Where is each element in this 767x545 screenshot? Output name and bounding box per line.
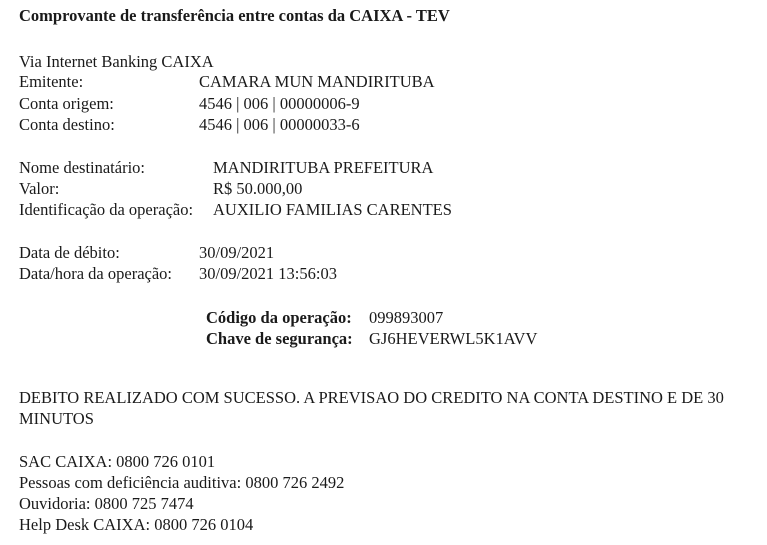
data-hora-value: 30/09/2021 13:56:03 [199,264,337,283]
success-message: DEBITO REALIZADO COM SUCESSO. A PREVISAO DO CREDITO NA CONTA DESTINO E DE 30 MINUTOS [19,388,724,428]
chave-label: Chave de segurança: [206,329,353,348]
channel-text: Via Internet Banking CAIXA [19,52,214,71]
conta-origem-value: 4546 | 006 | 00000006-9 [199,94,360,113]
data-debito-value: 30/09/2021 [199,243,275,262]
codigo-label: Código da operação: [206,308,352,327]
chave-value: GJ6HEVERWL5K1AVV [369,329,538,348]
document-title: Comprovante de transferência entre contas da CAIXA - TEV [19,6,450,25]
emitente-value: CAMARA MUN MANDIRITUBA [199,72,435,91]
contact-sac: SAC CAIXA: 0800 726 0101 [19,452,216,471]
data-debito-label: Data de débito: [19,243,120,262]
emitente-label: Emitente: [19,72,84,91]
nome-destinatario-value: MANDIRITUBA PREFEITURA [213,158,434,177]
valor-label: Valor: [19,179,60,198]
conta-destino-label: Conta destino: [19,115,115,134]
contact-ouvidoria: Ouvidoria: 0800 725 7474 [19,494,194,513]
codigo-value: 099893007 [369,308,444,327]
contact-help-desk: Help Desk CAIXA: 0800 726 0104 [19,515,254,534]
valor-value: R$ 50.000,00 [213,179,303,198]
nome-destinatario-label: Nome destinatário: [19,158,146,177]
conta-destino-value: 4546 | 006 | 00000033-6 [199,115,360,134]
conta-origem-label: Conta origem: [19,94,114,113]
contact-deficiencia-auditiva: Pessoas com deficiência auditiva: 0800 726 2492 [19,473,345,492]
data-hora-label: Data/hora da operação: [19,264,172,283]
identificacao-value: AUXILIO FAMILIAS CARENTES [213,200,452,219]
identificacao-label: Identificação da operação: [19,200,194,219]
